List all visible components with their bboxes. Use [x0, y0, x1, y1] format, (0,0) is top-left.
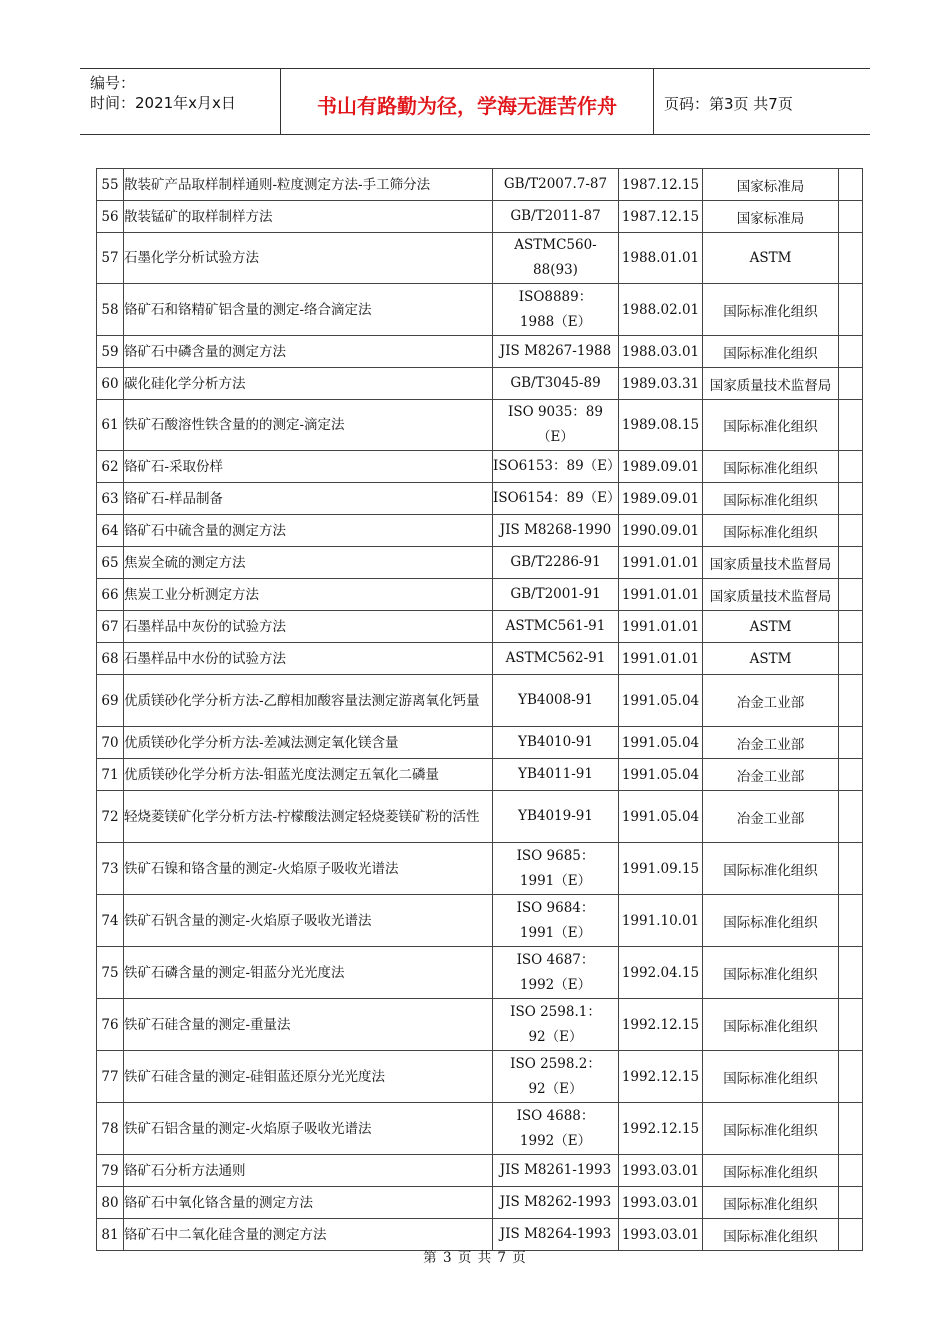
blank-cell: [839, 579, 863, 611]
page-footer: 第 3 页 共 7 页: [423, 1250, 527, 1266]
row-number: 76: [97, 999, 124, 1051]
issuing-organization: 国际标准化组织: [703, 1103, 839, 1155]
row-number: 77: [97, 1051, 124, 1103]
standard-name: 铁矿石硅含量的测定-硅钼蓝还原分光光度法: [124, 1051, 493, 1103]
table-row: [97, 1187, 863, 1219]
standard-code: GB/T2007.7-87: [493, 169, 619, 201]
table-row: [97, 169, 863, 201]
blank-cell: [839, 483, 863, 515]
blank-cell: [839, 643, 863, 675]
table-row: [97, 483, 863, 515]
standard-code: YB4019-91: [493, 791, 619, 843]
standard-name: 铬矿石中硫含量的测定方法: [124, 515, 493, 547]
table-row: [97, 284, 863, 336]
standard-name: 铬矿石中二氧化硅含量的测定方法: [124, 1219, 493, 1251]
standard-name: 焦炭全硫的测定方法: [124, 547, 493, 579]
standard-date: 1992.12.15: [619, 1103, 703, 1155]
standard-date: 1991.01.01: [619, 611, 703, 643]
standard-date: 1989.08.15: [619, 400, 703, 451]
issuing-organization: 国际标准化组织: [703, 1187, 839, 1219]
table-row: [97, 727, 863, 759]
standard-name: 铬矿石分析方法通则: [124, 1155, 493, 1187]
standard-date: 1991.05.04: [619, 791, 703, 843]
standard-name: 石墨化学分析试验方法: [124, 233, 493, 284]
blank-cell: [839, 1051, 863, 1103]
issuing-organization: ASTM: [703, 611, 839, 643]
standard-code: ISO6154：89（E）: [493, 483, 619, 515]
row-number: 68: [97, 643, 124, 675]
row-number: 71: [97, 759, 124, 791]
blank-cell: [839, 284, 863, 336]
issuing-organization: 国际标准化组织: [703, 483, 839, 515]
standard-code: ISO 2598.1： 92（E）: [493, 999, 619, 1051]
issuing-organization: 国家质量技术监督局: [703, 579, 839, 611]
standard-name: 散装矿产品取样制样通则-粒度测定方法-手工筛分法: [124, 169, 493, 201]
row-number: 59: [97, 336, 124, 368]
row-number: 79: [97, 1155, 124, 1187]
table-row: [97, 947, 863, 999]
issuing-organization: ASTM: [703, 233, 839, 284]
table-row: [97, 368, 863, 400]
standard-code: ASTMC560-88(93): [493, 233, 619, 284]
blank-cell: [839, 843, 863, 895]
blank-cell: [839, 336, 863, 368]
standard-date: 1991.05.04: [619, 759, 703, 791]
standard-date: 1991.01.01: [619, 547, 703, 579]
row-number: 61: [97, 400, 124, 451]
table-row: [97, 336, 863, 368]
standard-code: YB4008-91: [493, 675, 619, 727]
standard-name: 石墨样品中灰份的试验方法: [124, 611, 493, 643]
issuing-organization: 国际标准化组织: [703, 1219, 839, 1251]
standard-date: 1991.05.04: [619, 727, 703, 759]
standard-date: 1991.01.01: [619, 579, 703, 611]
blank-cell: [839, 368, 863, 400]
table-row: [97, 201, 863, 233]
table-row: [97, 547, 863, 579]
issuing-organization: 国际标准化组织: [703, 1155, 839, 1187]
row-number: 80: [97, 1187, 124, 1219]
standard-code: ISO 9685： 1991（E）: [493, 843, 619, 895]
standard-code: GB/T2286-91: [493, 547, 619, 579]
header-motto: 书山有路勤为径，学海无涯苦作舟: [281, 69, 654, 134]
row-number: 56: [97, 201, 124, 233]
table-row: [97, 895, 863, 947]
issuing-organization: 冶金工业部: [703, 759, 839, 791]
page-header: [80, 68, 870, 135]
table-row: [97, 515, 863, 547]
standard-date: 1991.05.04: [619, 675, 703, 727]
blank-cell: [839, 1103, 863, 1155]
row-number: 66: [97, 579, 124, 611]
standard-name: 铁矿石铝含量的测定-火焰原子吸收光谱法: [124, 1103, 493, 1155]
issuing-organization: 国际标准化组织: [703, 284, 839, 336]
standard-date: 1991.01.01: [619, 643, 703, 675]
standard-name: 铁矿石钒含量的测定-火焰原子吸收光谱法: [124, 895, 493, 947]
issuing-organization: 国家质量技术监督局: [703, 368, 839, 400]
standard-name: 铬矿石-采取份样: [124, 451, 493, 483]
issuing-organization: 国际标准化组织: [703, 451, 839, 483]
table-row: [97, 400, 863, 451]
standards-table-body: [97, 169, 863, 1251]
row-number: 74: [97, 895, 124, 947]
standard-date: 1992.12.15: [619, 999, 703, 1051]
header-page-label: 页码：第3页 共7页: [664, 95, 793, 113]
issuing-organization: 国际标准化组织: [703, 1051, 839, 1103]
row-number: 63: [97, 483, 124, 515]
blank-cell: [839, 233, 863, 284]
blank-cell: [839, 791, 863, 843]
table-row: [97, 1051, 863, 1103]
standard-date: 1991.10.01: [619, 895, 703, 947]
standard-code: ISO 9035：89（E）: [493, 400, 619, 451]
blank-cell: [839, 1155, 863, 1187]
standard-date: 1988.01.01: [619, 233, 703, 284]
blank-cell: [839, 515, 863, 547]
table-row: [97, 643, 863, 675]
row-number: 64: [97, 515, 124, 547]
standard-name: 石墨样品中水份的试验方法: [124, 643, 493, 675]
standard-date: 1987.12.15: [619, 169, 703, 201]
number-label: 编号：: [90, 74, 136, 92]
standard-date: 1989.09.01: [619, 483, 703, 515]
row-number: 70: [97, 727, 124, 759]
issuing-organization: 国际标准化组织: [703, 400, 839, 451]
standard-code: ISO6153：89（E）: [493, 451, 619, 483]
table-row: [97, 843, 863, 895]
row-number: 62: [97, 451, 124, 483]
standard-name: 铁矿石磷含量的测定-钼蓝分光光度法: [124, 947, 493, 999]
standard-code: JIS M8261-1993: [493, 1155, 619, 1187]
row-number: 73: [97, 843, 124, 895]
table-row: [97, 451, 863, 483]
standard-date: 1987.12.15: [619, 201, 703, 233]
row-number: 75: [97, 947, 124, 999]
blank-cell: [839, 727, 863, 759]
standard-name: 散装锰矿的取样制样方法: [124, 201, 493, 233]
issuing-organization: 国家标准局: [703, 201, 839, 233]
standard-code: ISO 2598.2： 92（E）: [493, 1051, 619, 1103]
table-row: [97, 579, 863, 611]
standard-date: 1992.12.15: [619, 1051, 703, 1103]
row-number: 78: [97, 1103, 124, 1155]
blank-cell: [839, 611, 863, 643]
standard-name: 轻烧菱镁矿化学分析方法-柠檬酸法测定轻烧菱镁矿粉的活性: [124, 791, 493, 843]
issuing-organization: 国际标准化组织: [703, 947, 839, 999]
standard-date: 1988.03.01: [619, 336, 703, 368]
row-number: 55: [97, 169, 124, 201]
standard-date: 1993.03.01: [619, 1187, 703, 1219]
standard-code: GB/T2011-87: [493, 201, 619, 233]
blank-cell: [839, 451, 863, 483]
standard-date: 1993.03.01: [619, 1155, 703, 1187]
issuing-organization: 国家质量技术监督局: [703, 547, 839, 579]
standard-code: ISO 4687： 1992（E）: [493, 947, 619, 999]
row-number: 72: [97, 791, 124, 843]
standard-name: 优质镁砂化学分析方法-差减法测定氧化镁含量: [124, 727, 493, 759]
blank-cell: [839, 400, 863, 451]
time-label: 时间：2021年x月x日: [90, 94, 236, 112]
standard-date: 1988.02.01: [619, 284, 703, 336]
issuing-organization: 冶金工业部: [703, 791, 839, 843]
row-number: 57: [97, 233, 124, 284]
row-number: 81: [97, 1219, 124, 1251]
table-row: [97, 675, 863, 727]
standard-name: 焦炭工业分析测定方法: [124, 579, 493, 611]
standard-name: 铬矿石中氧化铬含量的测定方法: [124, 1187, 493, 1219]
blank-cell: [839, 547, 863, 579]
standard-code: JIS M8262-1993: [493, 1187, 619, 1219]
standard-name: 铁矿石酸溶性铁含量的的测定-滴定法: [124, 400, 493, 451]
standard-name: 铁矿石镍和铬含量的测定-火焰原子吸收光谱法: [124, 843, 493, 895]
standard-code: YB4010-91: [493, 727, 619, 759]
standard-name: 铁矿石硅含量的测定-重量法: [124, 999, 493, 1051]
standard-name: 铬矿石和铬精矿铝含量的测定-络合滴定法: [124, 284, 493, 336]
standard-code: ISO8889： 1988（E）: [493, 284, 619, 336]
standard-code: JIS M8268-1990: [493, 515, 619, 547]
table-row: [97, 1155, 863, 1187]
standards-table: [96, 168, 863, 1251]
standard-code: ISO 9684： 1991（E）: [493, 895, 619, 947]
issuing-organization: 国际标准化组织: [703, 515, 839, 547]
table-row: [97, 611, 863, 643]
blank-cell: [839, 1187, 863, 1219]
row-number: 69: [97, 675, 124, 727]
issuing-organization: 国际标准化组织: [703, 843, 839, 895]
issuing-organization: 国际标准化组织: [703, 336, 839, 368]
standard-code: ASTMC562-91: [493, 643, 619, 675]
standard-code: ISO 4688： 1992（E）: [493, 1103, 619, 1155]
row-number: 60: [97, 368, 124, 400]
table-row: [97, 791, 863, 843]
blank-cell: [839, 169, 863, 201]
standard-code: GB/T3045-89: [493, 368, 619, 400]
standard-date: 1993.03.01: [619, 1219, 703, 1251]
table-row: [97, 233, 863, 284]
issuing-organization: ASTM: [703, 643, 839, 675]
standard-name: 优质镁砂化学分析方法-乙醇相加酸容量法测定游离氧化钙量: [124, 675, 493, 727]
blank-cell: [839, 675, 863, 727]
row-number: 65: [97, 547, 124, 579]
standard-date: 1991.09.15: [619, 843, 703, 895]
header-info: [80, 69, 281, 134]
row-number: 58: [97, 284, 124, 336]
standard-code: ASTMC561-91: [493, 611, 619, 643]
standard-date: 1990.09.01: [619, 515, 703, 547]
standard-code: GB/T2001-91: [493, 579, 619, 611]
standard-date: 1989.09.01: [619, 451, 703, 483]
table-row: [97, 999, 863, 1051]
issuing-organization: 冶金工业部: [703, 675, 839, 727]
blank-cell: [839, 947, 863, 999]
blank-cell: [839, 201, 863, 233]
standard-date: 1989.03.31: [619, 368, 703, 400]
standard-name: 铬矿石-样品制备: [124, 483, 493, 515]
standard-name: 碳化硅化学分析方法: [124, 368, 493, 400]
standard-code: YB4011-91: [493, 759, 619, 791]
issuing-organization: 冶金工业部: [703, 727, 839, 759]
blank-cell: [839, 759, 863, 791]
standard-name: 铬矿石中磷含量的测定方法: [124, 336, 493, 368]
issuing-organization: 国际标准化组织: [703, 895, 839, 947]
standard-date: 1992.04.15: [619, 947, 703, 999]
issuing-organization: 国家标准局: [703, 169, 839, 201]
blank-cell: [839, 999, 863, 1051]
standard-name: 优质镁砂化学分析方法-钼蓝光度法测定五氧化二磷量: [124, 759, 493, 791]
issuing-organization: 国际标准化组织: [703, 999, 839, 1051]
row-number: 67: [97, 611, 124, 643]
table-row: [97, 759, 863, 791]
standard-code: JIS M8267-1988: [493, 336, 619, 368]
blank-cell: [839, 895, 863, 947]
standard-code: JIS M8264-1993: [493, 1219, 619, 1251]
table-row: [97, 1103, 863, 1155]
